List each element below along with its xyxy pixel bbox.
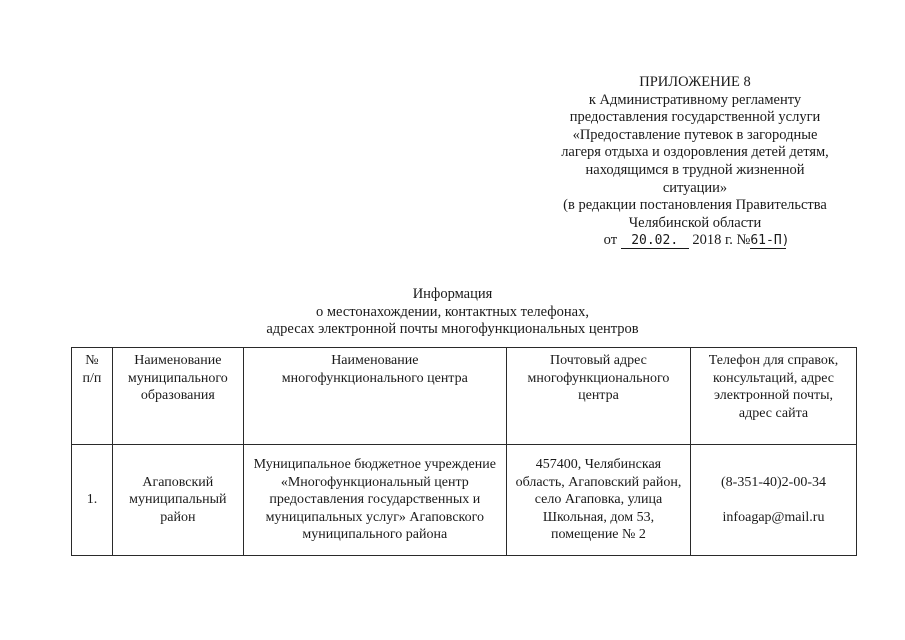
- row-center-name: Муниципальное бюджетное учреждение «Многофункциональный центр предоставления государственных и муниципальных услуг» Агаповского муниципального района: [243, 445, 506, 556]
- date-prefix: от: [603, 232, 618, 249]
- info-title-heading: Информация: [412, 286, 493, 302]
- row-postal-address: 457400, Челябинская область, Агаповский район, село Агаповка, улица Школьная, дом 53, помещение № 2: [506, 445, 690, 556]
- date-suffix: 2018 г. №: [692, 232, 751, 249]
- appendix-title: ПРИЛОЖЕНИЕ 8: [639, 74, 751, 90]
- handwritten-number: 61-П): [750, 233, 790, 249]
- table-header-row: [72, 348, 857, 445]
- appendix-line: находящимся в трудной жизненной: [585, 161, 805, 178]
- appendix-line: «Предоставление путевок в загородные: [572, 126, 818, 143]
- table-row: [72, 445, 857, 556]
- appendix-header: [540, 74, 850, 250]
- row-number: 1.: [72, 445, 113, 556]
- row-contacts: [691, 445, 857, 556]
- appendix-line: к Административному регламенту: [588, 91, 802, 108]
- header-postal-address: Почтовый адрес многофункционального центра: [506, 348, 690, 445]
- header-center-name: Наименование многофункционального центра: [243, 348, 506, 445]
- appendix-line: предоставления государственной услуги: [569, 109, 821, 126]
- header-contacts: Телефон для справок, консультаций, адрес электронной почты, адрес сайта: [691, 348, 857, 445]
- email-address: infoagap@mail.ru: [722, 509, 825, 525]
- info-title-line: о местонахождении, контактных телефонах,: [316, 303, 589, 320]
- appendix-line: лагеря отдыха и оздоровления детей детям,: [561, 144, 829, 161]
- mfc-table: [71, 347, 857, 556]
- appendix-line: (в редакции постановления Правительства: [563, 197, 827, 214]
- appendix-line: ситуации»: [662, 179, 728, 196]
- header-municipality: Наименование муниципального образования: [112, 348, 243, 445]
- header-number: № п/п: [72, 348, 113, 445]
- appendix-line: Челябинской области: [628, 214, 762, 231]
- appendix-date-line: [540, 232, 850, 250]
- info-title: [150, 286, 755, 339]
- contacts-spacer: [695, 492, 852, 509]
- phone-number: (8-351-40)2-00-34: [721, 475, 826, 490]
- handwritten-date: 20.02.: [621, 234, 689, 249]
- row-municipality: Агаповский муниципальный район: [112, 445, 243, 556]
- info-title-line: адресах электронной почты многофункциональных центров: [266, 321, 639, 337]
